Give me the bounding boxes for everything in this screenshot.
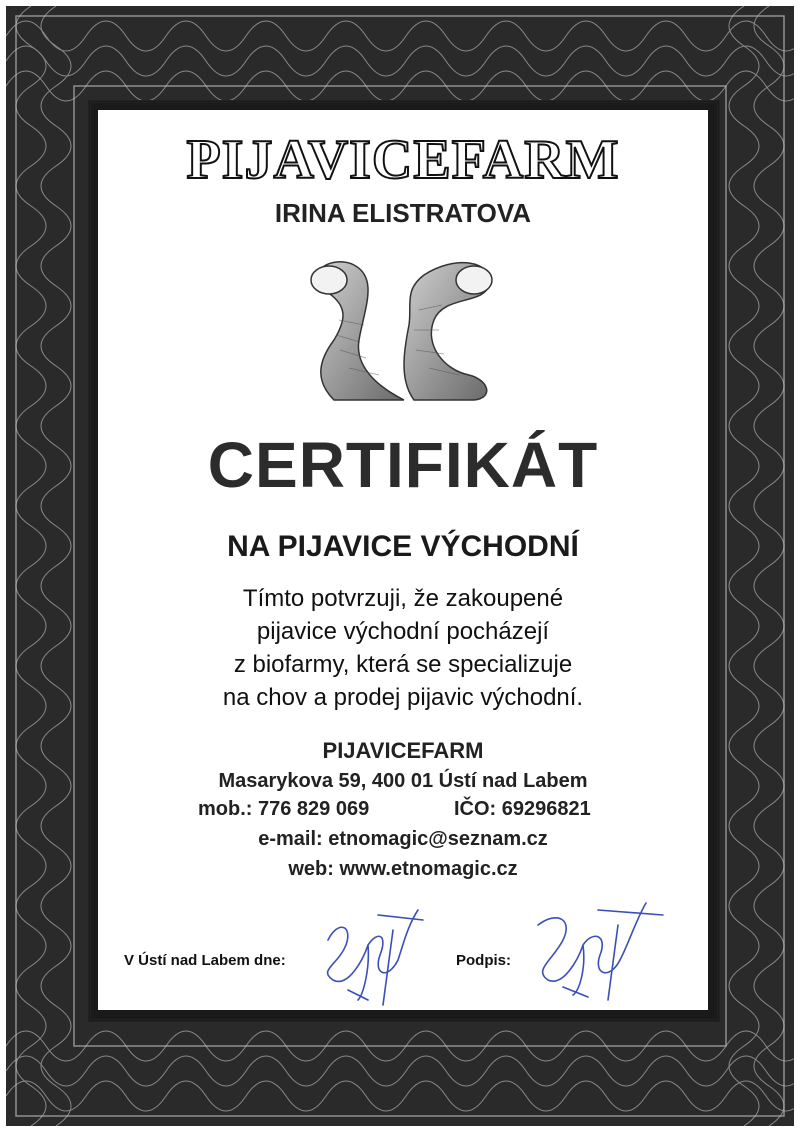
website-address: web: www.etnomagic.cz bbox=[288, 858, 518, 880]
email-address: e-mail: etnomagic@seznam.cz bbox=[258, 828, 548, 850]
statement-line: pijavice východní pocházejí bbox=[256, 618, 550, 645]
handwritten-signature bbox=[308, 900, 428, 1010]
statement-line: z biofarmy, která se specializuje bbox=[233, 651, 573, 678]
phone-number: mob.: 776 829 069 bbox=[198, 798, 370, 820]
certificate-paper bbox=[98, 110, 708, 1010]
brand-title: PIJAVICEFARM bbox=[186, 129, 620, 191]
leech-illustration bbox=[294, 250, 514, 410]
handwritten-signature bbox=[518, 895, 668, 1005]
company-address: Masarykova 59, 400 01 Ústí nad Labem bbox=[218, 770, 588, 792]
statement-line: Tímto potvrzuji, že zakoupené bbox=[242, 585, 564, 612]
company-name: PIJAVICEFARM bbox=[322, 738, 484, 763]
statement-text bbox=[158, 582, 648, 714]
statement-line: na chov a prodej pijavic východní. bbox=[222, 684, 584, 711]
company-id: IČO: 69296821 bbox=[454, 798, 591, 820]
certificate-title: CERTIFIKÁT bbox=[207, 429, 599, 501]
signature-label: Podpis: bbox=[456, 952, 511, 969]
owner-name: IRINA ELISTRATOVA bbox=[274, 198, 532, 228]
place-date-label: V Ústí nad Labem dne: bbox=[124, 952, 286, 969]
certificate-subtitle: NA PIJAVICE VÝCHODNÍ bbox=[227, 530, 579, 563]
